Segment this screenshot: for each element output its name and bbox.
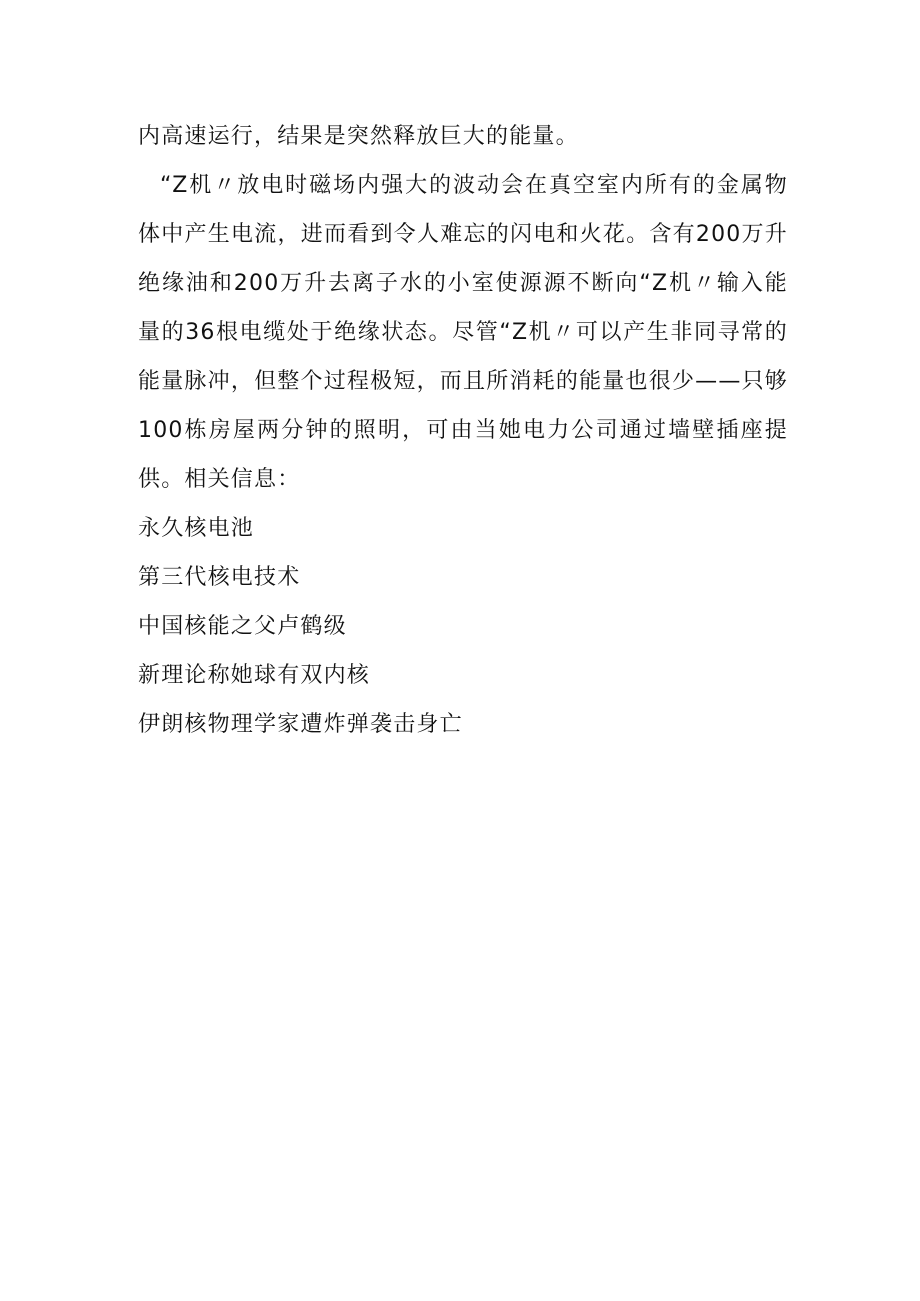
list-item: 永久核电池 [138, 516, 255, 541]
list-item: 第三代核电技术 [138, 565, 301, 590]
related-info-list [138, 504, 788, 749]
list-item: 伊朗核物理学家遭炸弹袭击身亡 [138, 712, 463, 737]
paragraph-continuation: 内高速运行，结果是突然释放巨大的能量。 [138, 124, 579, 149]
list-item: 新理论称她球有双内核 [138, 663, 371, 688]
list-item: 中国核能之父卢鹤级 [138, 614, 347, 639]
paragraph-z-machine: “Z机〃放电时磁场内强大的波动会在真空室内所有的金属物体中产生电流，进而看到令人难忘的闪电和火花。含有200万升绝缘油和200万升去离子水的小室使源源不断向“Z机〃输入能量的36根电缆处于绝缘状态。尽管“Z机〃可以产生非同寻常的能量脉冲，但整个过程极短，而且所消耗的能量也很少——只够100栋房屋两分钟的照明，可由当她电力公司通过墙壁插座提供。相关信息： [138, 173, 788, 492]
document-body [138, 112, 788, 749]
